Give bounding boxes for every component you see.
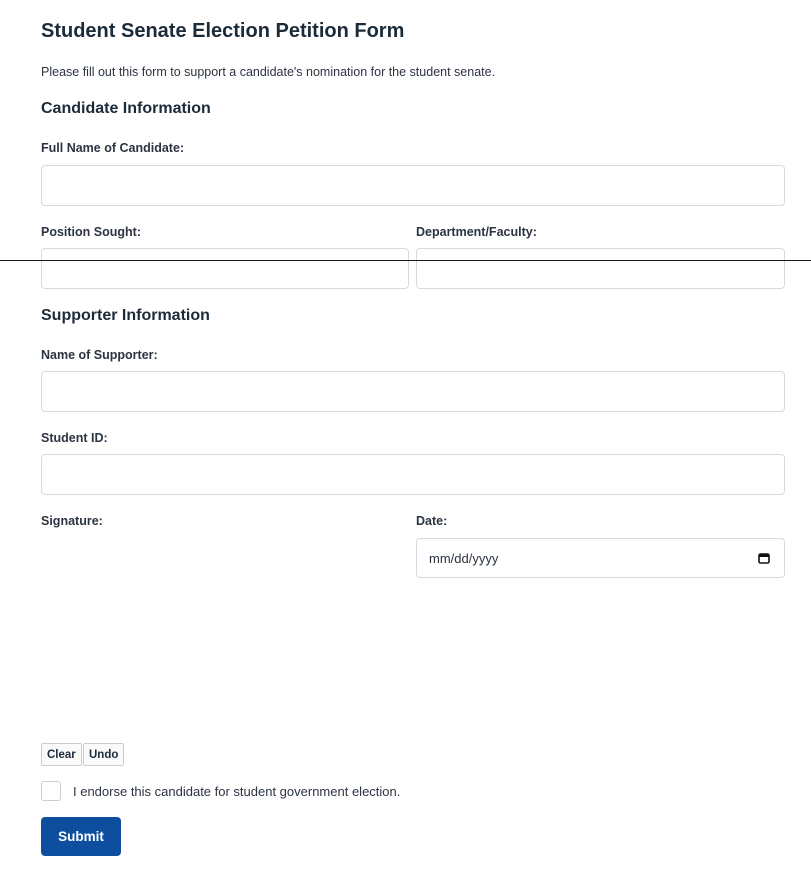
- supporter-section-heading: Supporter Information: [41, 307, 210, 324]
- full-name-label: Full Name of Candidate:: [41, 141, 185, 155]
- clear-signature-button[interactable]: Clear: [41, 743, 82, 766]
- divider-line: [0, 260, 811, 261]
- signature-pad[interactable]: [41, 538, 401, 733]
- page-title: Student Senate Election Petition Form: [41, 20, 405, 42]
- department-label: Department/Faculty:: [416, 225, 537, 239]
- position-input[interactable]: [41, 248, 409, 289]
- endorse-checkbox[interactable]: [41, 781, 61, 801]
- form-intro: Please fill out this form to support a candidate's nomination for the student senate.: [41, 65, 496, 79]
- signature-label: Signature:: [41, 514, 103, 528]
- submit-button[interactable]: Submit: [41, 817, 121, 856]
- endorse-label: I endorse this candidate for student government election.: [73, 784, 401, 799]
- candidate-section-heading: Candidate Information: [41, 100, 211, 117]
- student-id-input[interactable]: [41, 454, 785, 495]
- date-placeholder: mm/dd/yyyy: [429, 550, 499, 566]
- position-label: Position Sought:: [41, 225, 141, 239]
- candidate-full-name-input[interactable]: [41, 165, 785, 206]
- date-input[interactable]: [416, 538, 785, 578]
- undo-signature-button[interactable]: Undo: [83, 743, 124, 766]
- student-id-label: Student ID:: [41, 431, 108, 445]
- date-label: Date:: [416, 514, 448, 528]
- department-input[interactable]: [416, 248, 785, 289]
- calendar-icon[interactable]: [758, 552, 772, 564]
- supporter-name-input[interactable]: [41, 371, 785, 412]
- supporter-name-label: Name of Supporter:: [41, 348, 158, 362]
